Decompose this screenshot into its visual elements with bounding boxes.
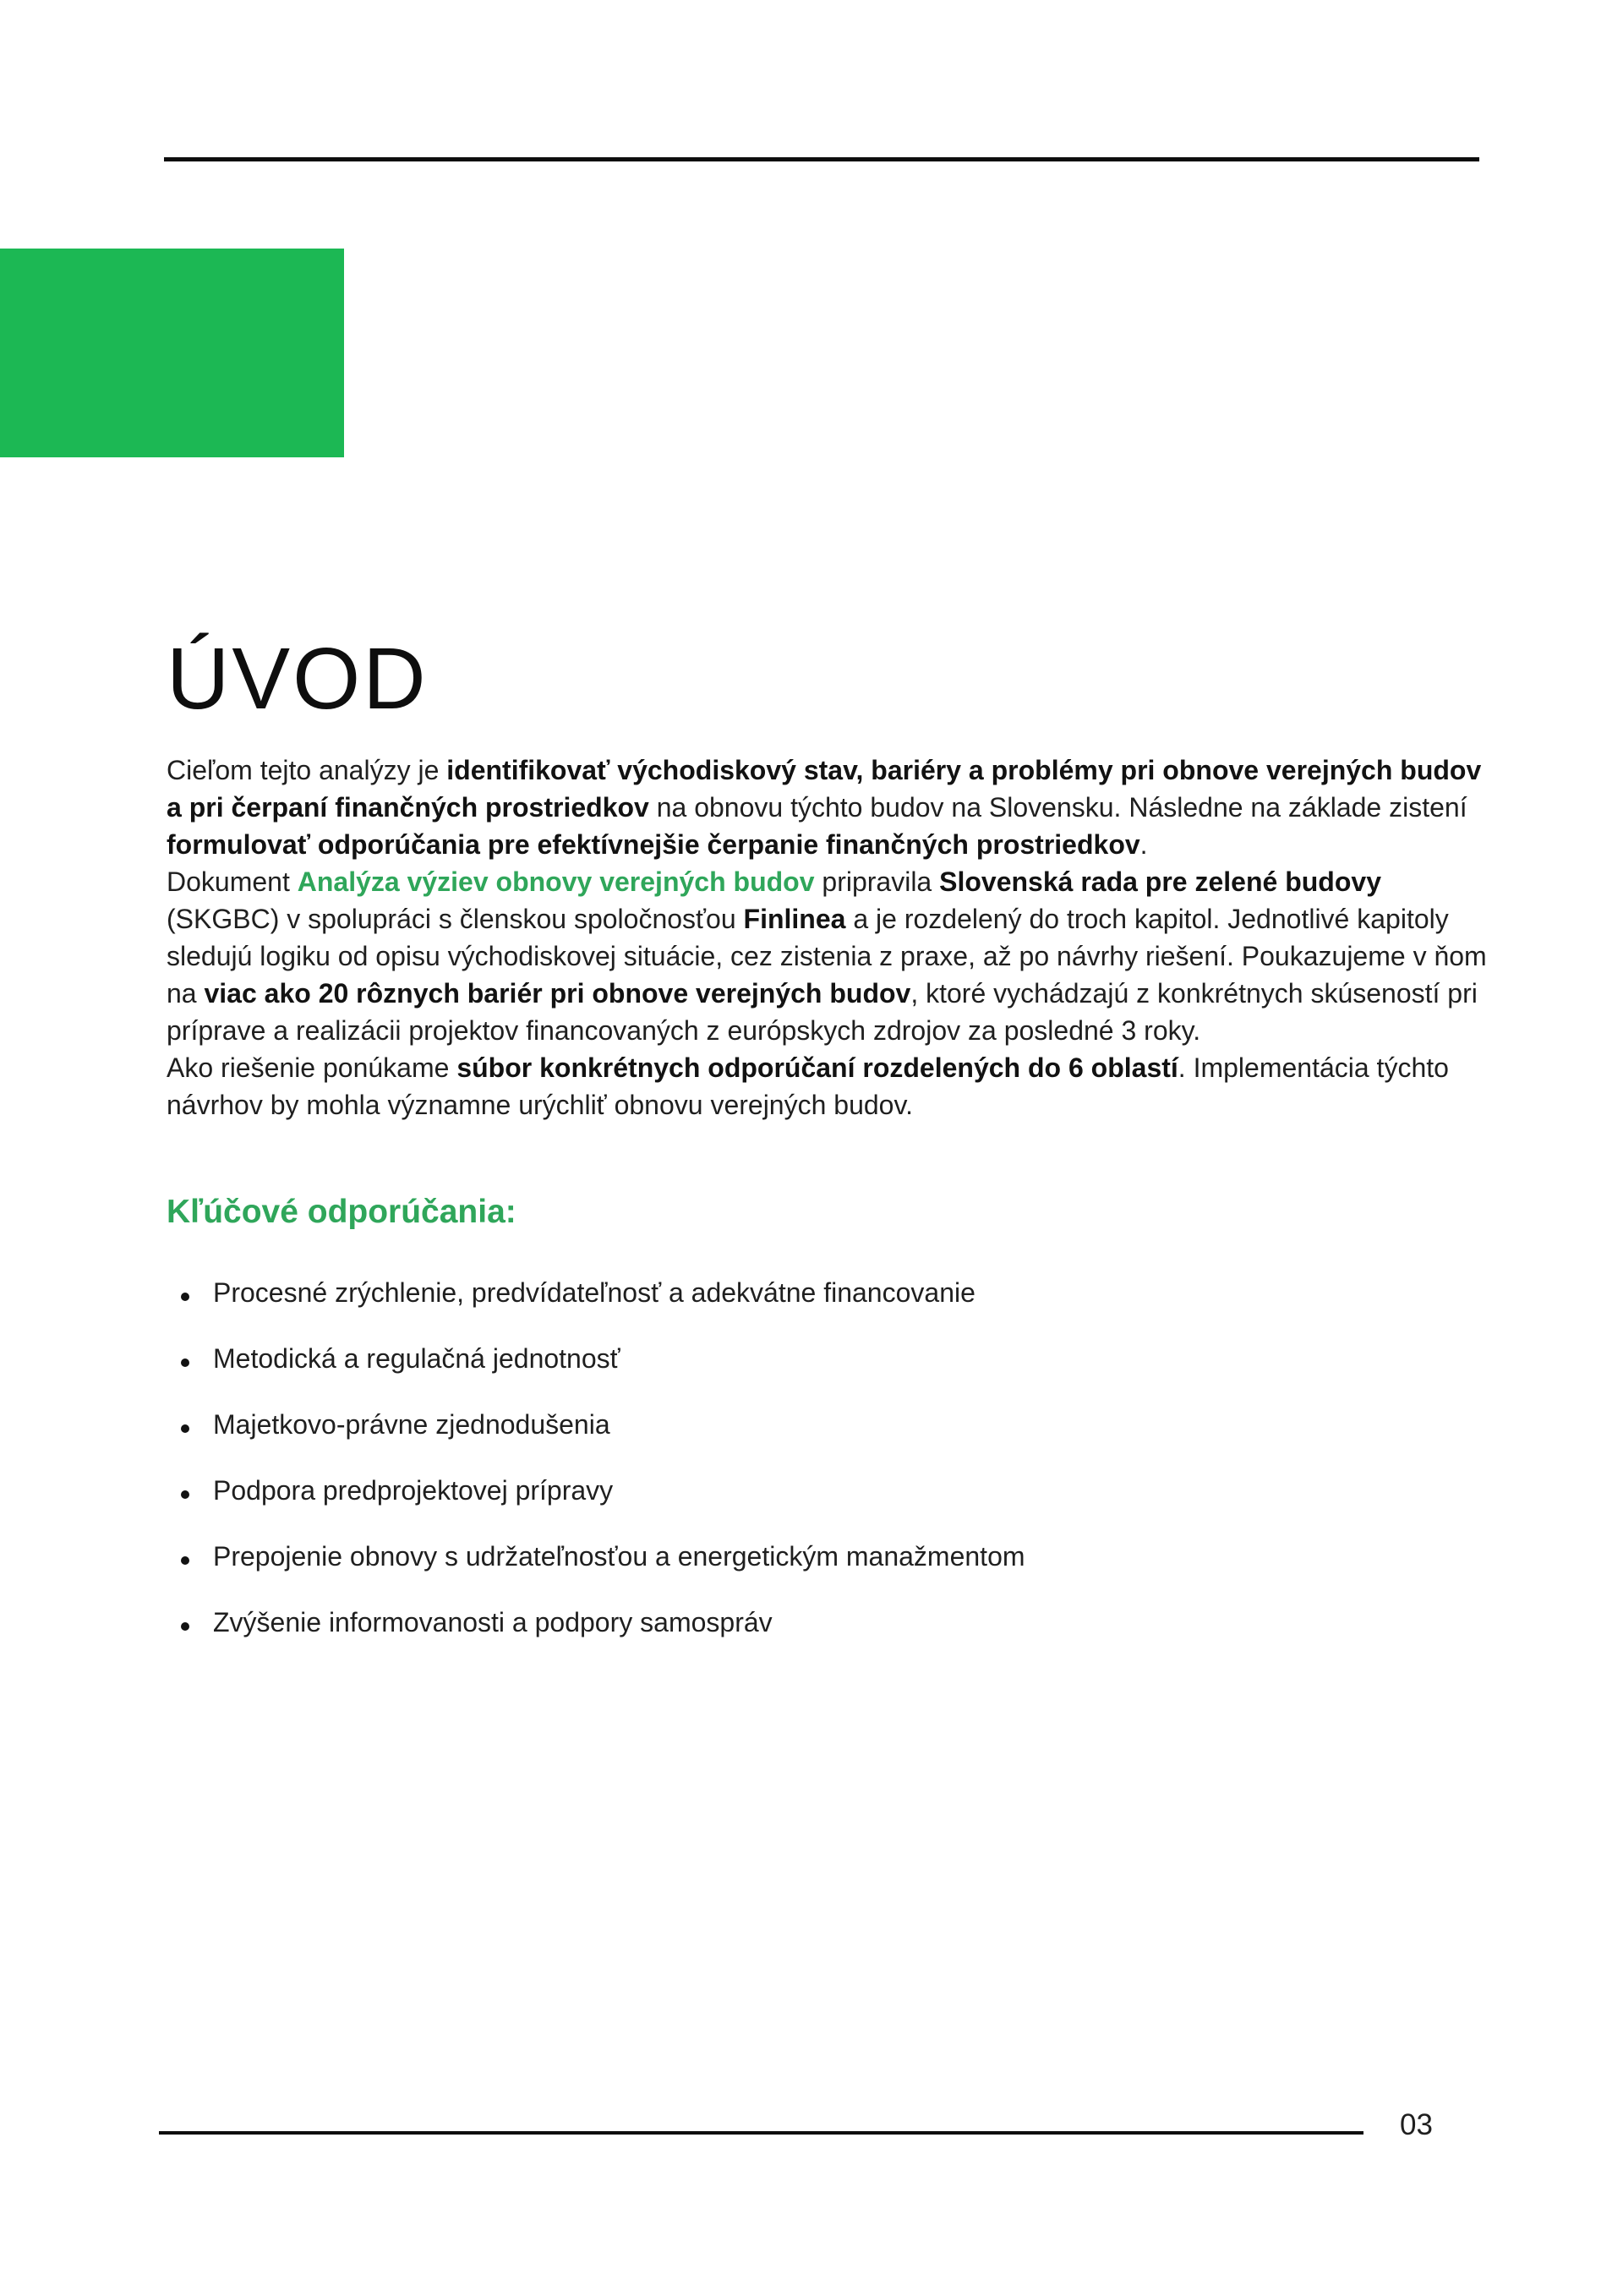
bold-text-run: Slovenská rada pre zelené budovy [939, 866, 1381, 897]
list-item [167, 1472, 1490, 1509]
list-item [167, 1274, 1490, 1311]
text-run: . [1139, 829, 1148, 860]
bold-text-run: súbor konkrétnych odporúčaní rozdelených do 6 oblastí [456, 1052, 1178, 1083]
bullet-text: Prepojenie obnovy s udržateľnosťou a energetickým manažmentom [213, 1541, 1025, 1572]
intro-paragraph-1 [167, 752, 1490, 863]
bullet-dot [181, 1490, 189, 1499]
bold-text-run: viac ako 20 rôznych bariér pri obnove verejných budov [204, 978, 911, 1009]
text-run: a je rozdelený do troch kapitol. Jednotlivé kapitoly sledujú logiku od opisu východiskovej situácie, cez zistenia z praxe, až po návrhy riešení. Poukazujeme v ňom na [167, 904, 1487, 1009]
text-run: pripravila [814, 866, 940, 897]
bullet-dot [181, 1556, 189, 1565]
bold-text-run: formulovať odporúčania pre efektívnejšie čerpanie finančných prostriedkov [167, 829, 1140, 860]
text-run: (SKGBC) v spolupráci s členskou spoločnosťou [167, 904, 744, 934]
text-run: Dokument [167, 866, 298, 897]
intro-paragraph-3 [167, 1049, 1490, 1123]
list-item [167, 1340, 1490, 1377]
bullet-dot [181, 1424, 189, 1433]
bullet-text: Procesné zrýchlenie, predvídateľnosť a adekvátne financovanie [213, 1277, 975, 1308]
text-run: Cieľom tejto analýzy je [167, 755, 447, 785]
bullet-text: Metodická a regulačná jednotnosť [213, 1343, 620, 1374]
list-item [167, 1538, 1490, 1575]
intro-paragraph-2 [167, 863, 1490, 1049]
bold-text-run: identifikovať východiskový stav, bariéry a problémy pri obnove verejných budov a pri čerpaní finančných prostriedkov [167, 755, 1482, 823]
text-run: Ako riešenie ponúkame [167, 1052, 457, 1083]
bullet-dot [181, 1622, 189, 1631]
bottom-rule [159, 2131, 1363, 2135]
bullet-text: Podpora predprojektovej prípravy [213, 1475, 614, 1506]
text-run: , ktoré vychádzajú z konkrétnych skúseností pri príprave a realizácii projektov financovaných z európskych zdrojov za posledné 3 roky. [167, 978, 1478, 1046]
bullet-dot [181, 1293, 189, 1301]
bullet-text: Majetkovo-právne zjednodušenia [213, 1409, 610, 1440]
intro-content [167, 752, 1490, 1670]
page-title: ÚVOD [167, 630, 429, 727]
key-recommendations-heading: Kľúčové odporúčania: [167, 1194, 516, 1230]
key-recommendations-list [167, 1274, 1490, 1641]
text-run: . Implementácia týchto návrhov by mohla významne urýchliť obnovu verejných budov. [167, 1052, 1449, 1120]
page-number: 03 [1400, 2108, 1433, 2141]
list-item [167, 1604, 1490, 1641]
top-rule [164, 157, 1479, 161]
bullet-text: Zvýšenie informovanosti a podpory samospráv [213, 1607, 773, 1637]
text-run: na obnovu týchto budov na Slovensku. Následne na základe zistení [648, 792, 1467, 823]
green-accent-block [0, 249, 344, 457]
green-bold-text-run: Analýza výziev obnovy verejných budov [297, 866, 815, 897]
bold-text-run: Finlinea [743, 904, 846, 934]
bullet-dot [181, 1358, 189, 1367]
list-item [167, 1406, 1490, 1443]
